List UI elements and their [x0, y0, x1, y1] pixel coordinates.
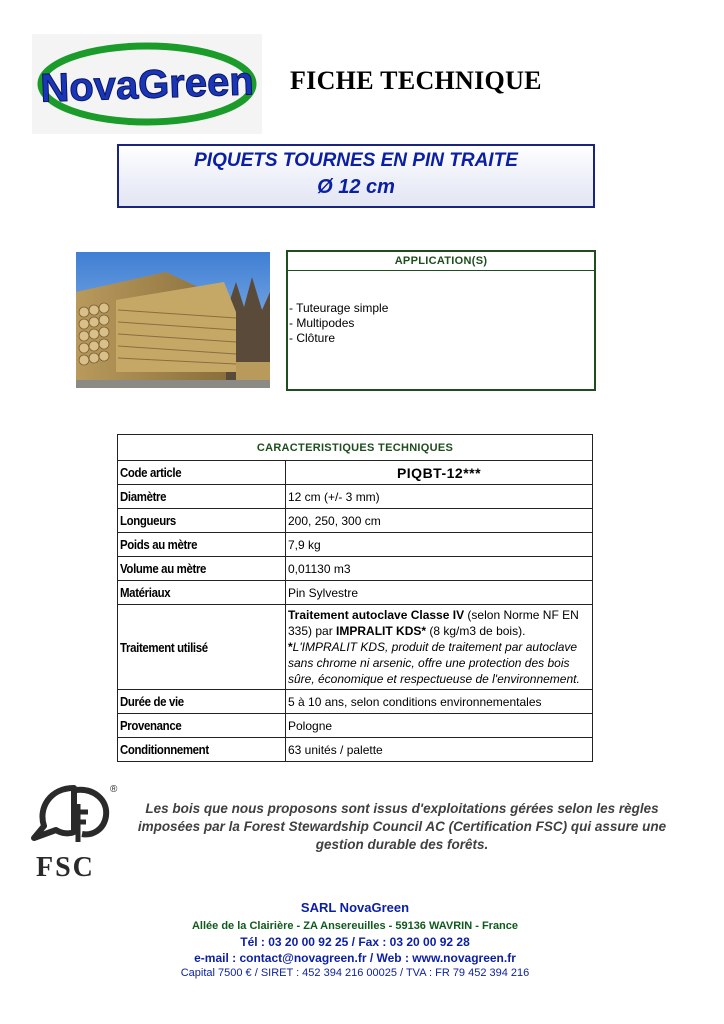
spec-value: 63 unités / palette [286, 738, 593, 762]
spec-value: 7,9 kg [286, 533, 593, 557]
table-row [118, 738, 593, 762]
spec-label: Provenance [118, 714, 286, 738]
spec-value: Pologne [286, 714, 593, 738]
list-item: - Clôture [289, 331, 336, 345]
fsc-wordmark: FSC [36, 852, 95, 882]
table-row [118, 461, 593, 485]
list-item: - Tuteurage simple [289, 301, 389, 315]
spec-label: Diamètre [118, 485, 286, 509]
applications-title: APPLICATION(S) [288, 252, 594, 271]
table-row [118, 714, 593, 738]
spec-value-treatment: Traitement autoclave Classe IV (selon Norme NF EN 335) par IMPRALIT KDS* (8 kg/m3 de bois). *L'IMPRALIT KDS, produit de traitement par autoclave sans chrome ni arsenic, offre une protection des bois sûre, économique et respectueuse de l'environnement. [286, 605, 593, 690]
spec-value: Pin Sylvestre [286, 581, 593, 605]
table-row [118, 533, 593, 557]
logo-graphic [32, 34, 262, 134]
table-row [118, 605, 593, 690]
fsc-tree-icon [30, 782, 120, 882]
spec-label: Durée de vie [118, 690, 286, 714]
spec-value-code: PIQBT-12*** [286, 461, 593, 485]
list-item: - Multipodes [289, 316, 355, 330]
table-row [118, 557, 593, 581]
logo-text: NovaGreen [39, 59, 255, 111]
company-address: Allée de la Clairière - ZA Ansereuilles - 59136 WAVRIN - France [191, 920, 519, 932]
table-row [118, 690, 593, 714]
applications-list [289, 301, 594, 346]
specs-table [117, 434, 593, 762]
spec-value: 0,01130 m3 [286, 557, 593, 581]
spec-label: Matériaux [118, 581, 286, 605]
spec-label: Longueurs [118, 509, 286, 533]
table-row [118, 485, 593, 509]
spec-value: 5 à 10 ans, selon conditions environnementales [286, 690, 593, 714]
spec-value: 12 cm (+/- 3 mm) [286, 485, 593, 509]
product-title-box [117, 144, 595, 208]
product-diameter: Ø 12 cm [317, 176, 395, 198]
product-photo [76, 252, 270, 388]
company-email-web: e-mail : contact@novagreen.fr / Web : www.novagreen.fr [194, 951, 516, 965]
company-logo [32, 34, 262, 134]
spec-value: 200, 250, 300 cm [286, 509, 593, 533]
document-title: FICHE TECHNIQUE [290, 66, 542, 95]
table-row [118, 509, 593, 533]
specs-title: CARACTERISTIQUES TECHNIQUES [118, 435, 593, 461]
spec-label: Volume au mètre [118, 557, 286, 581]
table-row [118, 581, 593, 605]
company-legal: Capital 7500 € / SIRET : 452 394 216 00025 / TVA : FR 79 452 394 216 [180, 967, 530, 979]
footer [100, 900, 610, 981]
company-phone: Tél : 03 20 00 92 25 / Fax : 03 20 00 92 28 [240, 935, 470, 949]
company-name: SARL NovaGreen [300, 900, 410, 915]
spec-label: Poids au mètre [118, 533, 286, 557]
product-name: PIQUETS TOURNES EN PIN TRAITE [194, 150, 518, 171]
registered-mark: ® [110, 784, 118, 795]
applications-box [286, 250, 596, 391]
spec-label: Traitement utilisé [118, 605, 286, 690]
fsc-logo [30, 782, 120, 882]
spec-label: Conditionnement [118, 738, 286, 762]
spec-label: Code article [118, 461, 286, 485]
fsc-statement: Les bois que nous proposons sont issus d'exploitations gérées selon les règles imposées par la Forest Stewardship Council AC (Certification FSC) qui assure une gestion durable des forêts. [137, 801, 667, 852]
